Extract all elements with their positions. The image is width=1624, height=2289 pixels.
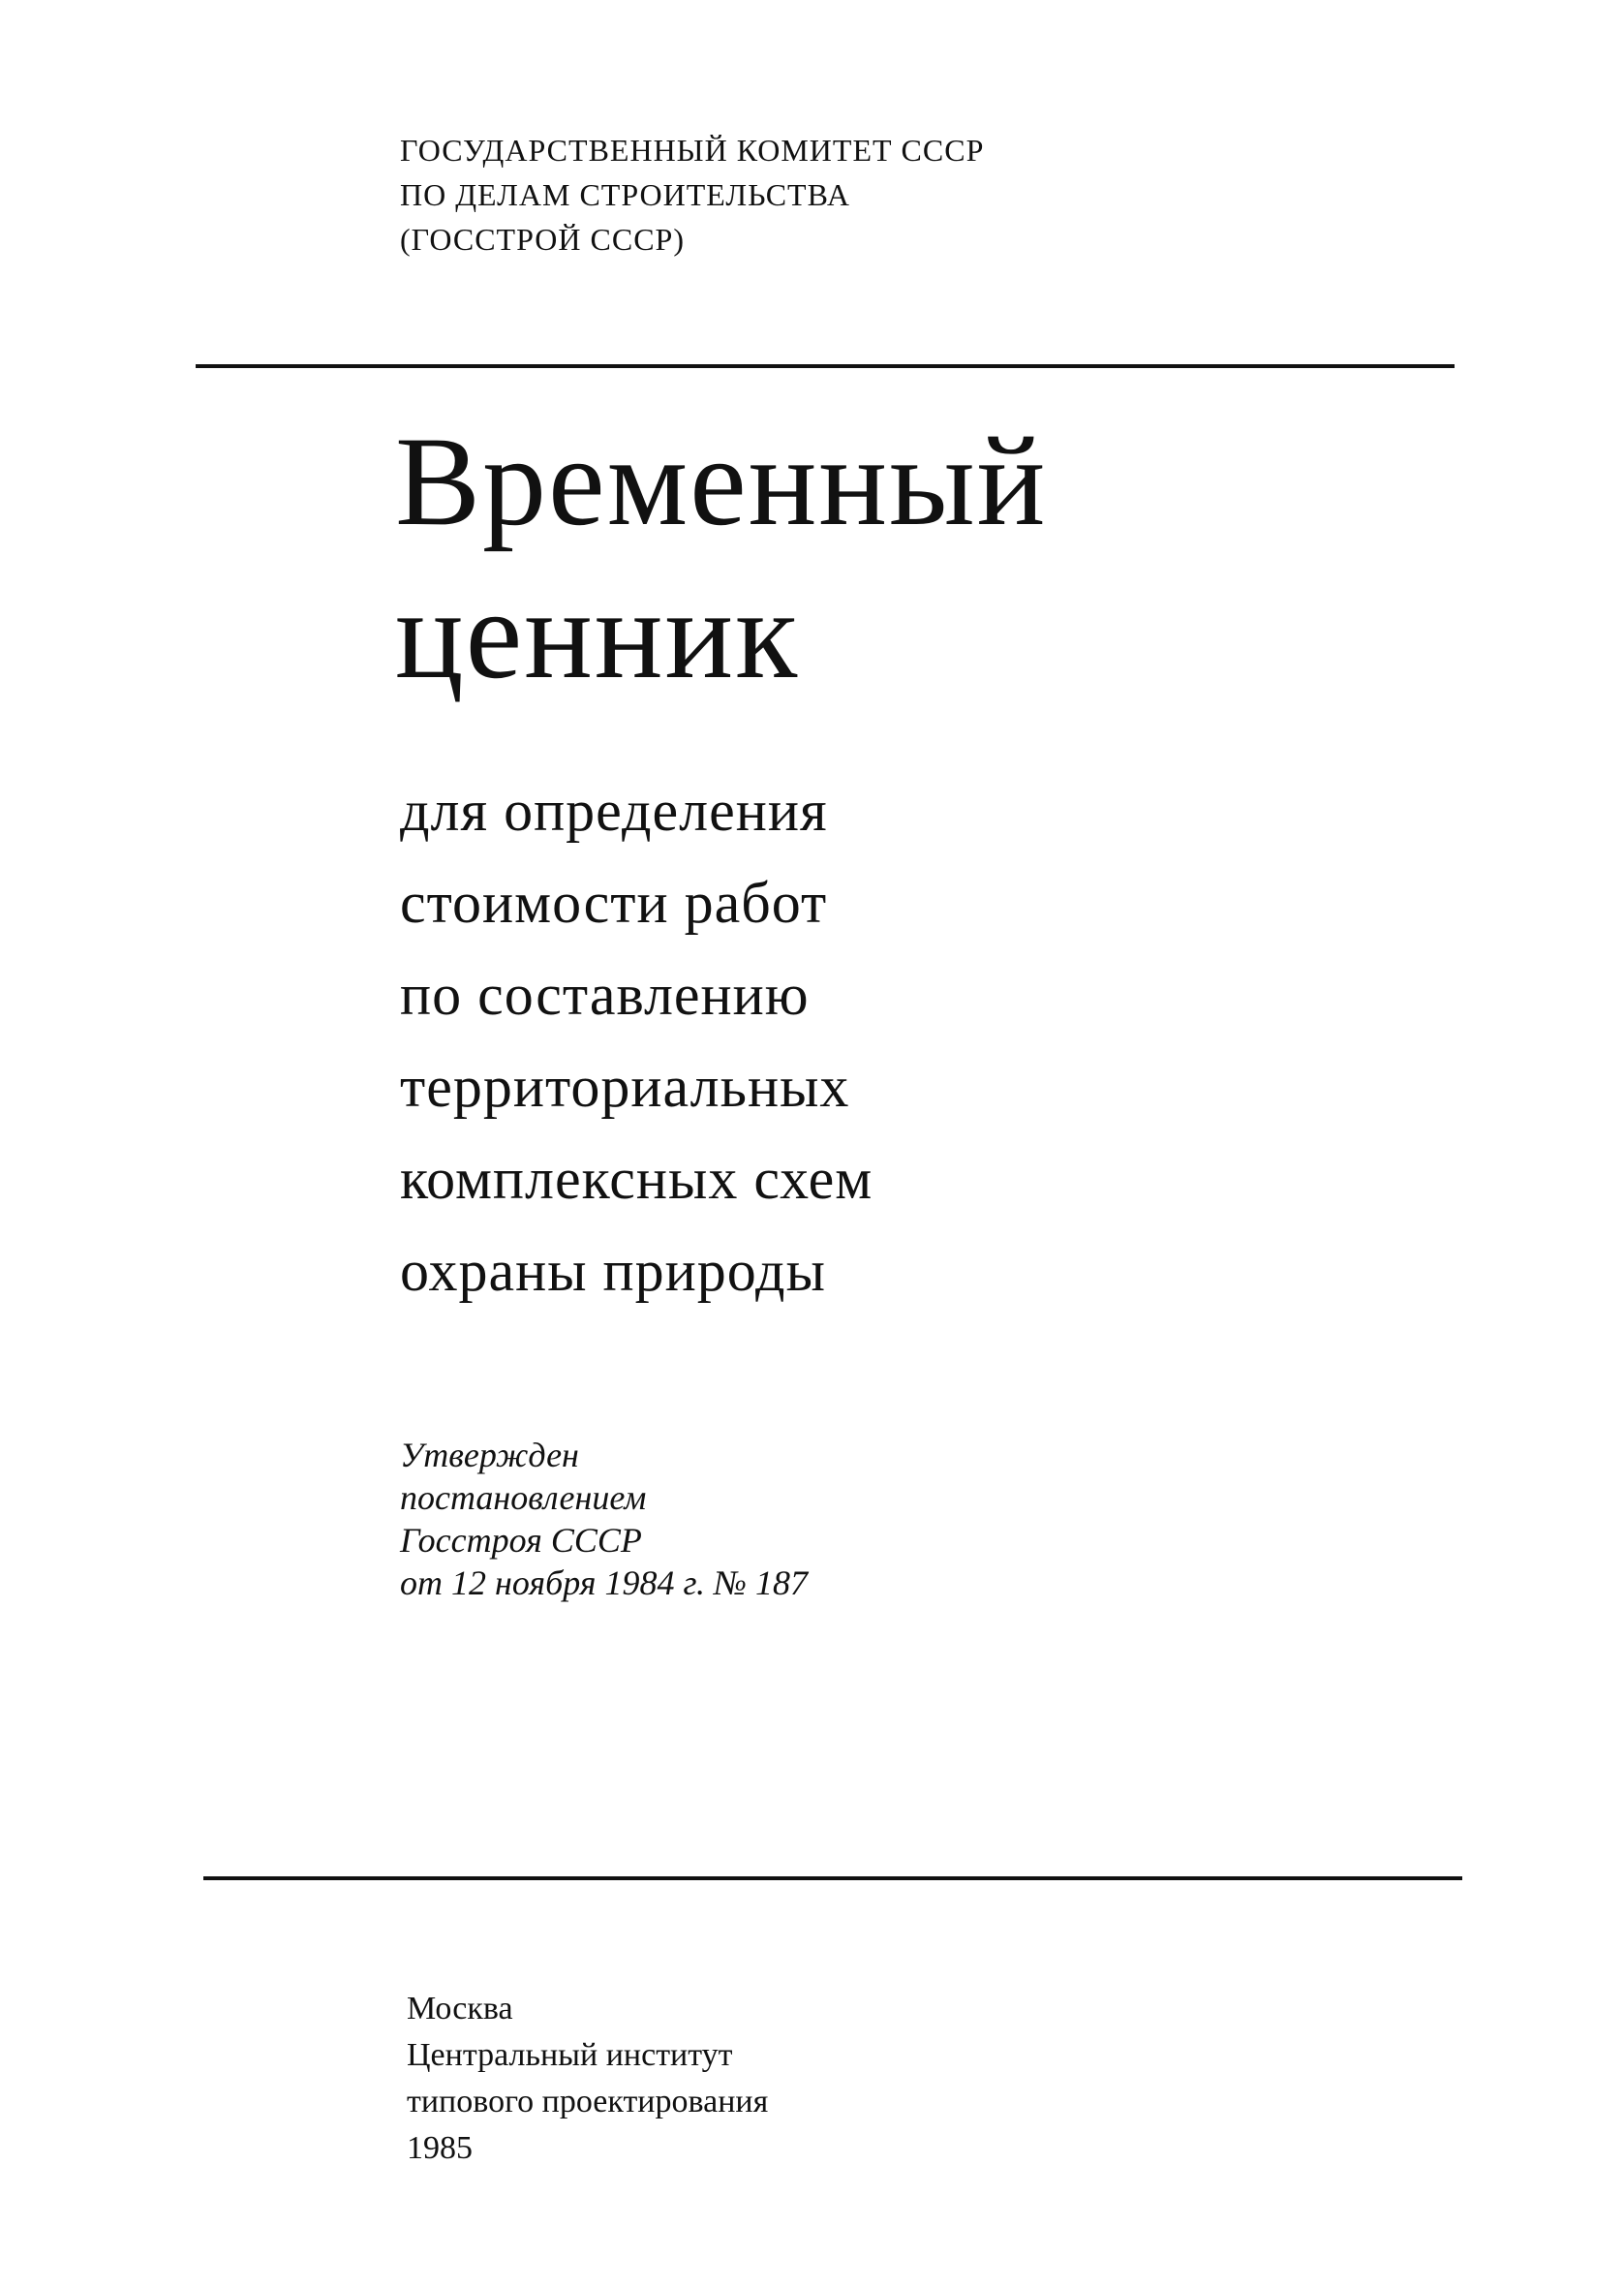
title-line-2: ценник [395,563,800,705]
approval-line-3: Госстроя СССР [400,1521,642,1560]
subtitle-line-3: по составлению [400,963,810,1027]
subtitle-line-1: для определения [400,779,828,843]
bottom-divider [203,1876,1462,1880]
approval-note [400,1434,808,1604]
top-divider [196,364,1455,368]
document-subtitle [400,765,873,1317]
imprint-publisher-line-2: типового проектирования [407,2084,769,2119]
issuing-authority [400,128,984,262]
subtitle-line-6: охраны природы [400,1239,826,1303]
issuer-line-3: (ГОССТРОЙ СССР) [400,222,685,257]
imprint-publisher-line-1: Центральный институт [407,2037,733,2073]
subtitle-line-4: территориальных [400,1055,850,1119]
imprint-city: Москва [407,1991,513,2026]
title-line-1: Временный [395,410,1048,552]
issuer-line-1: ГОСУДАРСТВЕННЫЙ КОМИТЕТ СССР [400,133,985,168]
issuer-line-2: ПО ДЕЛАМ СТРОИТЕЛЬСТВА [400,177,851,212]
document-title [395,405,1047,711]
subtitle-line-2: стоимости работ [400,871,828,935]
approval-line-4: от 12 ноября 1984 г. № 187 [400,1563,808,1602]
approval-line-1: Утвержден [400,1436,579,1474]
imprint-year: 1985 [407,2130,473,2166]
subtitle-line-5: комплексных схем [400,1147,873,1211]
publisher-imprint [407,1986,768,2172]
approval-line-2: постановлением [400,1478,647,1517]
